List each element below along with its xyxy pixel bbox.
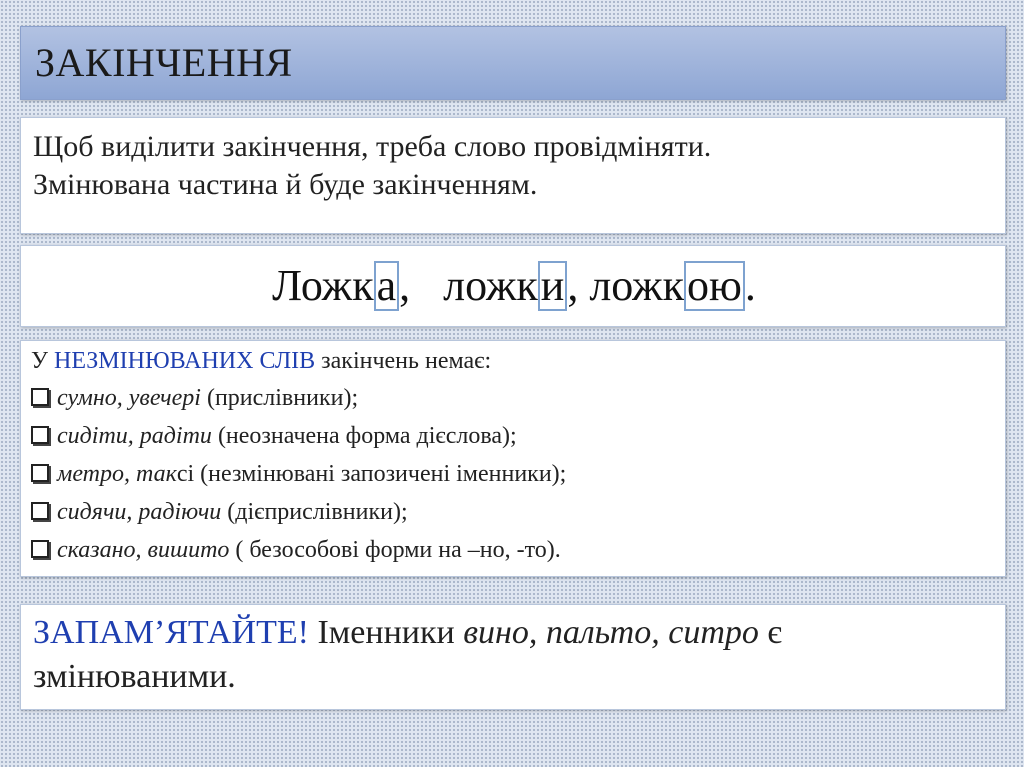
list-item [31,493,566,531]
remember-text-2: є [758,614,782,651]
unchanged-words-list [31,379,566,569]
word-2-punct: , [567,261,579,310]
definition-text [33,128,993,204]
word-2-ending: и [538,261,568,311]
checkbox-bullet-icon [31,388,49,406]
item-examples: сказано, вишито [57,537,230,563]
item-note: (неозначена форма дієслова); [211,423,517,449]
item-examples: сидіти, радіти [57,423,212,449]
intro-prefix: У [31,348,54,374]
list-item [31,531,566,569]
example-box [20,245,1006,327]
item-note: (прислівники); [200,385,359,411]
example-words [21,260,1007,312]
checkbox-bullet-icon [31,540,49,558]
word-3-ending: ою [684,261,745,311]
title-banner [20,26,1006,100]
definition-line-1: Щоб виділити закінчення, треба слово провідміняти. [33,130,712,163]
definition-box [20,117,1006,234]
word-3-stem: ложк [589,261,684,310]
item-examples-tail: сі [176,461,195,487]
word-2-stem: ложк [443,261,538,310]
unchanged-words-box [20,340,1006,577]
list-item [31,379,566,417]
slide-title: ЗАКІНЧЕННЯ [35,40,293,85]
list-item [31,455,566,493]
list-item [31,417,566,455]
list-intro [31,345,491,377]
remember-text [33,611,993,699]
word-1-punct: , [399,261,411,310]
item-examples: сумно, увечері [57,385,201,411]
remember-box [20,604,1006,710]
remember-text-1: Іменники [308,614,464,651]
word-3-punct: . [744,261,756,310]
intro-suffix: закінчень немає: [315,348,492,374]
remember-italic-words: вино, пальто, ситро [463,614,759,651]
intro-highlight: НЕЗМІНЮВАНИХ СЛІВ [54,348,316,374]
item-note: (незмінювані запозичені іменники); [194,461,567,487]
checkbox-bullet-icon [31,502,49,520]
remember-label: ЗАПАМ’ЯТАЙТЕ! [33,614,309,651]
remember-line-2: змінюваними. [33,658,236,695]
word-1-stem: Ложк [272,261,374,310]
item-examples: сидячи, радіючи [57,499,222,525]
item-examples: метро, так [57,461,177,487]
checkbox-bullet-icon [31,464,49,482]
item-note: ( безособові форми на –но, -то). [229,537,561,563]
item-note: (дієприслівники); [221,499,408,525]
checkbox-bullet-icon [31,426,49,444]
word-1-ending: а [374,261,400,311]
definition-line-2: Змінювана частина й буде закінченням. [33,168,538,201]
